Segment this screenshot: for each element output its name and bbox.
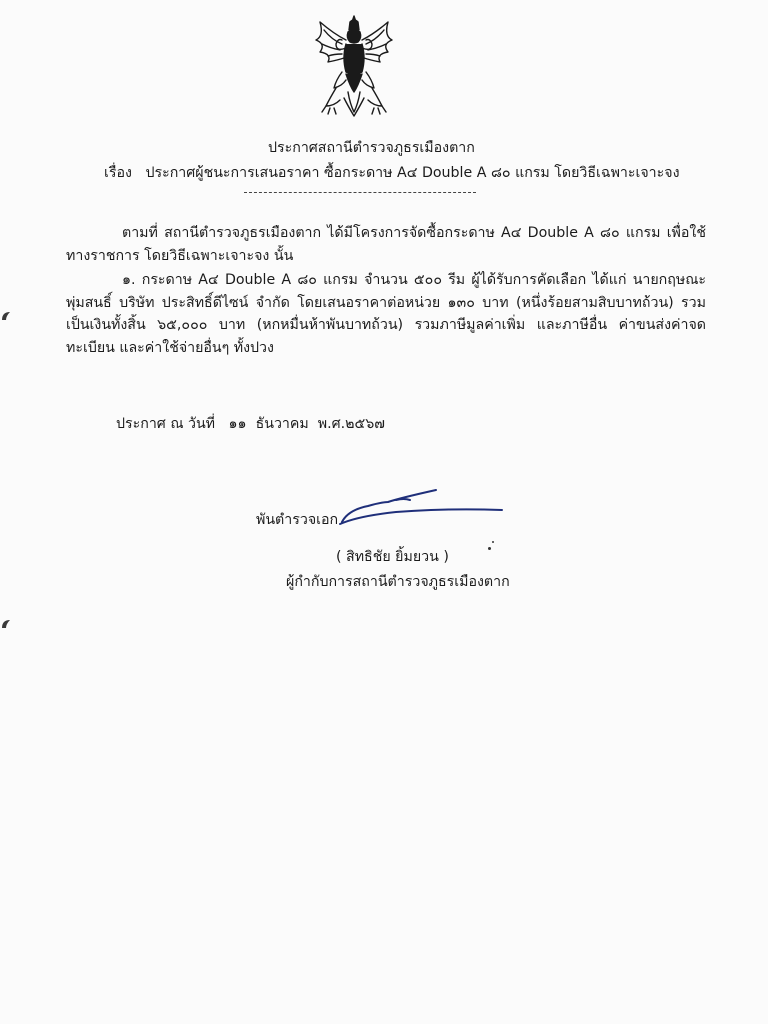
subject-line xyxy=(104,163,680,183)
date-month: ธันวาคม xyxy=(255,416,309,432)
subject-label: เรื่อง xyxy=(104,165,132,181)
ink-dot xyxy=(492,541,494,543)
subject-text: ประกาศผู้ชนะการเสนอราคา ซื้อกระดาษ A๔ Double A ๘๐ แกรม โดยวิธีเฉพาะเจาะจง xyxy=(145,165,680,181)
signer-rank: พันตำรวจเอก xyxy=(256,512,339,528)
binder-hole-mark-icon xyxy=(0,618,12,630)
garuda-emblem-icon xyxy=(306,14,402,118)
award-item-1: ๑. กระดาษ A๔ Double A ๘๐ แกรม จำนวน ๕๐๐ รีม ผู้ได้รับการคัดเลือก ได้แก่ นายกฤษณะ พุ่มสนธิ์ บริษัท ประสิทธิ์ดีไซน์ จำกัด โดยเสนอราคาต่อหน่วย ๑๓๐ บาท (หนึ่งร้อยสามสิบบาทถ้วน) รวมเป็นเงินทั้งสิ้น ๖๕,๐๐๐ บาท (หกหมื่นห้าพันบาทถ้วน) รวมภาษีมูลค่าเพิ่ม และภาษีอื่น ค่าขนส่งค่าจดทะเบียน และค่าใช้จ่ายอื่นๆ ทั้งปวง xyxy=(66,272,706,356)
header-divider xyxy=(244,192,476,193)
binder-hole-mark-icon xyxy=(0,310,12,322)
signer-position: ผู้กำกับการสถานีตำรวจภูธรเมืองตาก xyxy=(286,574,510,590)
date-day: ๑๑ xyxy=(228,416,247,432)
date-label: ประกาศ ณ วันที่ xyxy=(116,416,216,432)
handwritten-signature xyxy=(338,488,506,528)
intro-paragraph: ตามที่ สถานีตำรวจภูธรเมืองตาก ได้มีโครงการจัดซื้อกระดาษ A๔ Double A ๘๐ แกรม เพื่อใช้ทางราชการ โดยวิธีเฉพาะเจาะจง นั้น xyxy=(66,225,706,264)
date-year: พ.ศ.๒๕๖๗ xyxy=(317,416,385,432)
ink-dot xyxy=(488,547,491,550)
document-title: ประกาศสถานีตำรวจภูธรเมืองตาก xyxy=(268,140,475,156)
signer-name: ( สิทธิชัย ยิ้มยวน ) xyxy=(336,549,449,565)
announcement-date xyxy=(116,414,385,434)
